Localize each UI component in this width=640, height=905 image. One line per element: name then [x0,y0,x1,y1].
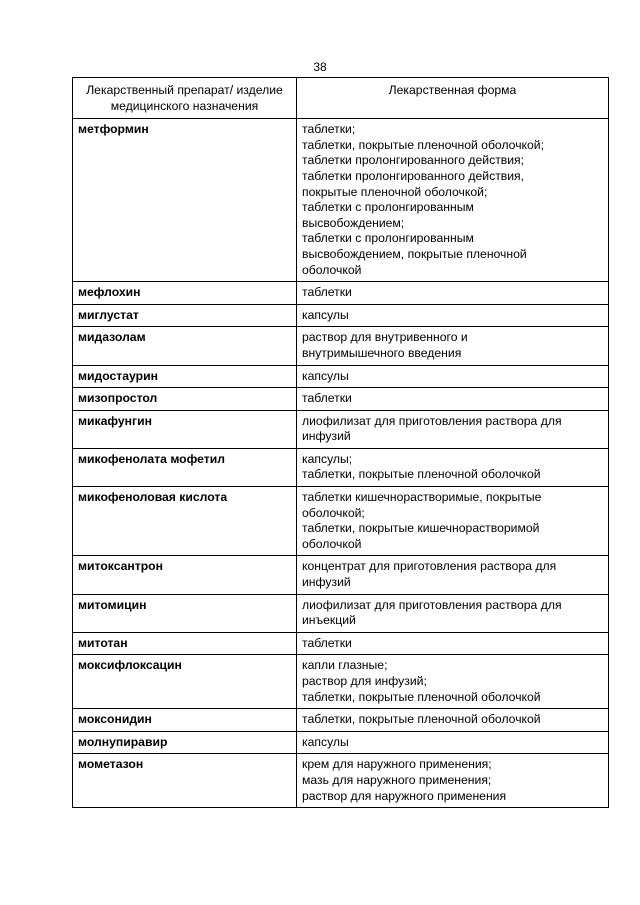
dosage-form-line: капсулы [302,734,349,749]
dosage-form-line: таблетки [302,285,352,300]
drug-name-cell: молнупиравир [73,731,297,754]
table-row [73,282,609,305]
dosage-form-line: крем для наружного применения; [302,757,492,772]
dosage-form-line: таблетки кишечнорастворимые, покрытые [302,490,542,505]
table-row [73,731,609,754]
dosage-form-line: оболочкой [302,262,362,277]
dosage-form-line: инфузий [302,575,351,590]
dosage-form-line: таблетки, покрытые пленочной оболочкой [302,689,541,704]
dosage-form-cell [297,632,609,655]
header-dosage-form: Лекарственная форма [297,78,609,119]
dosage-form-line: лиофилизат для приготовления раствора для [302,413,562,428]
dosage-form-line: таблетки, покрытые пленочной оболочкой; [302,137,544,152]
dosage-form-line: таблетки; [302,122,356,137]
table-row [73,304,609,327]
dosage-form-line: высвобождением; [302,215,405,230]
dosage-form-cell [297,709,609,732]
dosage-form-line: концентрат для приготовления раствора для [302,559,557,574]
drug-table [72,77,609,808]
dosage-form-line: таблетки, покрытые пленочной оболочкой [302,467,541,482]
dosage-form-line: раствор для инфузий; [302,674,427,688]
dosage-form-line: раствор для наружного применения [302,788,507,803]
header-drug-name: Лекарственный препарат/ изделие медицинского назначения [73,78,297,119]
dosage-form-cell [297,365,609,388]
dosage-form-line: таблетки пролонгированного действия, [302,168,525,183]
drug-name-cell: митоксантрон [73,556,297,594]
table-row [73,754,609,808]
dosage-form-line: таблетки с пролонгированным [302,200,474,215]
table-row [73,487,609,556]
dosage-form-cell [297,327,609,365]
dosage-form-cell [297,655,609,709]
dosage-form-line: раствор для внутривенного и [302,330,468,345]
dosage-form-line: высвобождением, покрытые пленочной [302,246,527,261]
drug-name-cell: микафунгин [73,410,297,448]
dosage-form-line: таблетки с пролонгированным [302,231,474,246]
table-row [73,327,609,365]
drug-name-cell: метформин [73,119,297,282]
dosage-form-line: таблетки, покрытые кишечнорастворимой [302,521,540,536]
drug-name-cell: моксонидин [73,709,297,732]
dosage-form-line: таблетки [302,635,352,650]
dosage-form-line: капсулы [302,307,349,322]
dosage-form-line: покрытые пленочной оболочкой; [302,184,488,199]
dosage-form-line: внутримышечного введения [302,345,462,360]
table-body [73,119,609,808]
dosage-form-line: оболочкой; [302,505,365,520]
table-row [73,388,609,411]
dosage-form-cell [297,388,609,411]
table-row [73,119,609,282]
drug-name-cell: мефлохин [73,282,297,305]
dosage-form-cell [297,448,609,486]
dosage-form-line: мазь для наружного применения; [302,772,492,787]
drug-name-cell: митотан [73,632,297,655]
page-number: 38 [313,60,327,74]
dosage-form-line: капсулы [302,368,349,383]
dosage-form-cell [297,731,609,754]
dosage-form-cell [297,556,609,594]
table-row [73,655,609,709]
dosage-form-cell [297,754,609,808]
dosage-form-cell [297,282,609,305]
dosage-form-line: инъекций [302,613,356,628]
drug-name-cell: митомицин [73,594,297,632]
dosage-form-cell [297,594,609,632]
table-row [73,365,609,388]
drug-name-cell: моксифлоксацин [73,655,297,709]
drug-name-cell: мидостаурин [73,365,297,388]
table-row [73,556,609,594]
dosage-form-cell [297,487,609,556]
dosage-form-line: капсулы; [302,451,353,466]
table-row [73,632,609,655]
table-row [73,709,609,732]
drug-name-cell: мометазон [73,754,297,808]
dosage-form-line: капли глазные; [302,658,388,673]
table-row [73,594,609,632]
dosage-form-cell [297,410,609,448]
table-row [73,448,609,486]
dosage-form-line: лиофилизат для приготовления раствора для [302,597,562,612]
dosage-form-line: инфузий [302,429,351,444]
drug-name-cell: микофенолата мофетил [73,448,297,486]
table-row [73,410,609,448]
dosage-form-line: таблетки пролонгированного действия; [302,153,525,168]
dosage-form-line: таблетки, покрытые пленочной оболочкой [302,712,541,727]
dosage-form-cell [297,119,609,282]
drug-name-cell: мизопростол [73,388,297,411]
table-header-row [73,78,609,119]
dosage-form-line: таблетки [302,391,352,406]
dosage-form-cell [297,304,609,327]
drug-name-cell: миглустат [73,304,297,327]
dosage-form-line: оболочкой [302,536,362,551]
drug-name-cell: мидазолам [73,327,297,365]
drug-name-cell: микофеноловая кислота [73,487,297,556]
